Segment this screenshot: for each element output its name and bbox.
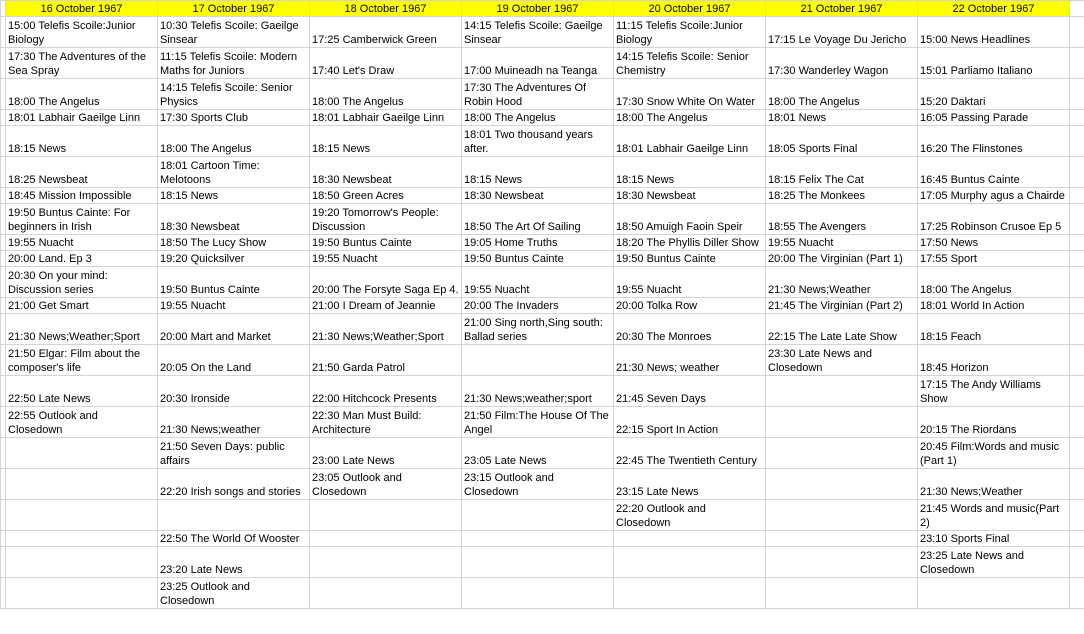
schedule-cell[interactable]: 20:00 The Forsyte Saga Ep 4. (310, 267, 462, 298)
schedule-cell[interactable]: 18:01 Labhair Gaeilge Linn (310, 110, 462, 126)
schedule-cell[interactable] (462, 345, 614, 376)
schedule-cell[interactable]: 18:15 Felix The Cat (766, 157, 918, 188)
schedule-cell[interactable]: 17:30 The Adventures of the Sea Spray (6, 48, 158, 79)
schedule-cell[interactable]: 18:00 The Angelus (918, 267, 1070, 298)
schedule-cell[interactable]: 18:25 The Monkees (766, 188, 918, 204)
schedule-cell[interactable]: 21:50 Film:The House Of The Angel (462, 407, 614, 438)
schedule-cell[interactable]: 20:45 Film:Words and music (Part 1) (918, 438, 1070, 469)
schedule-cell[interactable]: 18:15 News (310, 126, 462, 157)
day-header[interactable]: 17 October 1967 (158, 1, 310, 17)
schedule-cell[interactable] (6, 531, 158, 547)
empty-cell[interactable] (1070, 578, 1084, 609)
schedule-cell[interactable]: 18:30 Newsbeat (462, 188, 614, 204)
schedule-row (1, 204, 1084, 235)
schedule-cell[interactable]: 18:00 The Angelus (462, 110, 614, 126)
schedule-row (1, 110, 1084, 126)
empty-cell[interactable] (1070, 1, 1084, 17)
empty-cell[interactable] (1070, 157, 1084, 188)
schedule-cell[interactable]: 17:30 Wanderley Wagon (766, 48, 918, 79)
schedule-cell[interactable]: 17:30 The Adventures Of Robin Hood (462, 79, 614, 110)
schedule-cell[interactable]: 15:01 Parliamo Italiano (918, 48, 1070, 79)
schedule-cell[interactable]: 16:20 The Flinstones (918, 126, 1070, 157)
empty-cell[interactable] (1070, 345, 1084, 376)
empty-cell[interactable] (1070, 298, 1084, 314)
schedule-cell[interactable]: 22:15 Sport In Action (614, 407, 766, 438)
schedule-cell[interactable]: 18:15 News (6, 126, 158, 157)
schedule-row (1, 407, 1084, 438)
schedule-cell[interactable] (614, 547, 766, 578)
schedule-cell[interactable] (766, 547, 918, 578)
schedule-cell[interactable]: 18:55 The Avengers (766, 204, 918, 235)
schedule-cell[interactable]: 17:55 Sport (918, 251, 1070, 267)
day-header[interactable]: 20 October 1967 (614, 1, 766, 17)
schedule-cell[interactable]: 21:30 News;weather (158, 407, 310, 438)
day-header[interactable]: 22 October 1967 (918, 1, 1070, 17)
schedule-cell[interactable]: 21:00 I Dream of Jeannie (310, 298, 462, 314)
schedule-cell[interactable]: 19:20 Quicksilver (158, 251, 310, 267)
schedule-cell[interactable]: 23:10 Sports Final (918, 531, 1070, 547)
schedule-cell[interactable]: 22:20 Outlook and Closedown (614, 500, 766, 531)
schedule-cell[interactable]: 18:20 The Phyllis Diller Show (614, 235, 766, 251)
schedule-cell[interactable]: 23:25 Late News and Closedown (918, 547, 1070, 578)
schedule-cell[interactable]: 17:25 Camberwick Green (310, 17, 462, 48)
schedule-cell[interactable]: 22:55 Outlook and Closedown (6, 407, 158, 438)
schedule-cell[interactable] (766, 500, 918, 531)
schedule-cell[interactable] (6, 578, 158, 609)
schedule-cell[interactable] (766, 376, 918, 407)
schedule-row (1, 438, 1084, 469)
schedule-cell[interactable]: 21:45 Seven Days (614, 376, 766, 407)
schedule-row (1, 314, 1084, 345)
schedule-cell[interactable]: 18:15 News (158, 188, 310, 204)
schedule-row (1, 157, 1084, 188)
schedule-cell[interactable]: 20:00 The Virginian (Part 1) (766, 251, 918, 267)
schedule-cell[interactable] (918, 578, 1070, 609)
schedule-cell[interactable]: 14:15 Telefis Scoile: Gaeilge Sinsear (462, 17, 614, 48)
empty-cell[interactable] (1070, 188, 1084, 204)
day-header[interactable]: 21 October 1967 (766, 1, 918, 17)
schedule-cell[interactable] (462, 547, 614, 578)
schedule-cell[interactable]: 20:15 The Riordans (918, 407, 1070, 438)
schedule-cell[interactable]: 17:30 Sports Club (158, 110, 310, 126)
schedule-cell[interactable]: 21:50 Seven Days: public affairs (158, 438, 310, 469)
schedule-cell[interactable]: 19:55 Nuacht (310, 251, 462, 267)
schedule-cell[interactable]: 19:50 Buntus Cainte (158, 267, 310, 298)
schedule-row (1, 79, 1084, 110)
empty-cell[interactable] (1070, 531, 1084, 547)
empty-cell[interactable] (1070, 79, 1084, 110)
schedule-cell[interactable]: 22:00 Hitchcock Presents (310, 376, 462, 407)
schedule-cell[interactable] (614, 578, 766, 609)
schedule-row (1, 547, 1084, 578)
schedule-cell[interactable] (310, 500, 462, 531)
schedule-cell[interactable]: 16:05 Passing Parade (918, 110, 1070, 126)
schedule-cell[interactable]: 21:30 News;Weather;Sport (310, 314, 462, 345)
empty-cell[interactable] (1070, 126, 1084, 157)
empty-cell[interactable] (1070, 267, 1084, 298)
schedule-cell[interactable] (614, 531, 766, 547)
day-header[interactable]: 19 October 1967 (462, 1, 614, 17)
schedule-cell[interactable]: 23:05 Late News (462, 438, 614, 469)
schedule-cell[interactable]: 14:15 Telefis Scoile: Senior Physics (158, 79, 310, 110)
schedule-cell[interactable]: 17:25 Robinson Crusoe Ep 5 (918, 204, 1070, 235)
schedule-cell[interactable]: 19:55 Nuacht (158, 298, 310, 314)
schedule-cell[interactable]: 18:01 World In Action (918, 298, 1070, 314)
schedule-cell[interactable]: 19:55 Nuacht (614, 267, 766, 298)
empty-cell[interactable] (1070, 376, 1084, 407)
schedule-cell[interactable]: 18:45 Mission Impossible (6, 188, 158, 204)
schedule-cell[interactable]: 20:00 Land. Ep 3 (6, 251, 158, 267)
schedule-cell[interactable]: 18:05 Sports Final (766, 126, 918, 157)
schedule-row (1, 126, 1084, 157)
schedule-cell[interactable]: 18:00 The Angelus (158, 126, 310, 157)
empty-cell[interactable] (1070, 469, 1084, 500)
schedule-cell[interactable]: 23:20 Late News (158, 547, 310, 578)
schedule-cell[interactable] (310, 578, 462, 609)
empty-cell[interactable] (1070, 235, 1084, 251)
schedule-cell[interactable]: 11:15 Telefis Scoile: Modern Maths for Juniors (158, 48, 310, 79)
schedule-cell[interactable]: 18:00 The Angelus (614, 110, 766, 126)
schedule-row (1, 48, 1084, 79)
schedule-row (1, 235, 1084, 251)
day-header[interactable]: 16 October 1967 (6, 1, 158, 17)
schedule-cell[interactable] (766, 469, 918, 500)
schedule-cell[interactable]: 20:30 Ironside (158, 376, 310, 407)
schedule-cell[interactable]: 17:05 Murphy agus a Chairde (918, 188, 1070, 204)
schedule-cell[interactable]: 22:50 Late News (6, 376, 158, 407)
schedule-cell[interactable]: 18:00 The Angelus (766, 79, 918, 110)
schedule-cell[interactable]: 18:01 Two thousand years after. (462, 126, 614, 157)
schedule-cell[interactable]: 18:01 News (766, 110, 918, 126)
schedule-cell[interactable]: 17:15 The Andy Williams Show (918, 376, 1070, 407)
schedule-cell[interactable]: 18:15 News (462, 157, 614, 188)
schedule-cell[interactable] (6, 547, 158, 578)
schedule-cell[interactable]: 18:15 News (614, 157, 766, 188)
schedule-cell[interactable]: 23:05 Outlook and Closedown (310, 469, 462, 500)
schedule-cell[interactable]: 21:45 Words and music(Part 2) (918, 500, 1070, 531)
empty-cell[interactable] (1070, 438, 1084, 469)
schedule-cell[interactable]: 19:50 Buntus Cainte (310, 235, 462, 251)
schedule-cell[interactable]: 22:30 Man Must Build: Architecture (310, 407, 462, 438)
day-header[interactable]: 18 October 1967 (310, 1, 462, 17)
schedule-cell[interactable]: 21:50 Garda Patrol (310, 345, 462, 376)
schedule-cell[interactable]: 21:00 Get Smart (6, 298, 158, 314)
schedule-row (1, 251, 1084, 267)
schedule-cell[interactable] (6, 438, 158, 469)
schedule-cell[interactable]: 17:15 Le Voyage Du Jericho (766, 17, 918, 48)
schedule-cell[interactable] (6, 469, 158, 500)
schedule-cell[interactable]: 19:50 Buntus Cainte: For beginners in Irish (6, 204, 158, 235)
schedule-cell[interactable]: 21:30 News;Weather;Sport (6, 314, 158, 345)
empty-cell[interactable] (1070, 48, 1084, 79)
schedule-cell[interactable]: 18:30 Newsbeat (310, 157, 462, 188)
schedule-row (1, 578, 1084, 609)
schedule-cell[interactable]: 19:20 Tomorrow's People: Discussion (310, 204, 462, 235)
schedule-cell[interactable] (766, 438, 918, 469)
schedule-cell[interactable]: 18:01 Cartoon Time: Melotoons (158, 157, 310, 188)
schedule-row (1, 298, 1084, 314)
schedule-cell[interactable]: 18:45 Horizon (918, 345, 1070, 376)
schedule-row (1, 267, 1084, 298)
empty-cell[interactable] (1070, 500, 1084, 531)
schedule-cell[interactable]: 23:15 Late News (614, 469, 766, 500)
schedule-cell[interactable]: 22:45 The Twentieth Century (614, 438, 766, 469)
schedule-cell[interactable]: 18:50 The Art Of Sailing (462, 204, 614, 235)
empty-cell[interactable] (1070, 407, 1084, 438)
schedule-cell[interactable]: 18:00 The Angelus (310, 79, 462, 110)
schedule-row (1, 531, 1084, 547)
schedule-cell[interactable]: 19:05 Home Truths (462, 235, 614, 251)
schedule-cell[interactable]: 20:00 Tolka Row (614, 298, 766, 314)
schedule-cell[interactable]: 22:15 The Late Late Show (766, 314, 918, 345)
schedule-cell[interactable]: 15:00 News Headlines (918, 17, 1070, 48)
schedule-row (1, 376, 1084, 407)
schedule-cell[interactable]: 15:00 Telefis Scoile:Junior Biology (6, 17, 158, 48)
schedule-cell[interactable] (462, 500, 614, 531)
schedule-cell[interactable]: 18:30 Newsbeat (614, 188, 766, 204)
schedule-cell[interactable]: 20:00 Mart and Market (158, 314, 310, 345)
schedule-cell[interactable]: 17:00 Muineadh na Teanga (462, 48, 614, 79)
schedule-cell[interactable]: 21:45 The Virginian (Part 2) (766, 298, 918, 314)
empty-cell[interactable] (1070, 547, 1084, 578)
empty-cell[interactable] (1070, 251, 1084, 267)
schedule-cell[interactable] (766, 578, 918, 609)
schedule-cell[interactable]: 19:50 Buntus Cainte (462, 251, 614, 267)
empty-cell[interactable] (1070, 110, 1084, 126)
schedule-cell[interactable]: 19:50 Buntus Cainte (614, 251, 766, 267)
schedule-cell[interactable]: 17:40 Let's Draw (310, 48, 462, 79)
schedule-cell[interactable]: 21:30 News;Weather (766, 267, 918, 298)
schedule-cell[interactable]: 21:30 News; weather (614, 345, 766, 376)
schedule-cell[interactable] (766, 407, 918, 438)
schedule-cell[interactable]: 15:20 Daktari (918, 79, 1070, 110)
schedule-cell[interactable]: 23:00 Late News (310, 438, 462, 469)
schedule-cell[interactable]: 18:15 Feach (918, 314, 1070, 345)
schedule-cell[interactable] (6, 500, 158, 531)
schedule-cell[interactable]: 18:50 The Lucy Show (158, 235, 310, 251)
schedule-cell[interactable]: 23:25 Outlook and Closedown (158, 578, 310, 609)
schedule-cell[interactable]: 23:30 Late News and Closedown (766, 345, 918, 376)
schedule-cell[interactable]: 11:15 Telefis Scoile:Junior Biology (614, 17, 766, 48)
schedule-cell[interactable]: 20:00 The Invaders (462, 298, 614, 314)
schedule-cell[interactable]: 18:50 Green Acres (310, 188, 462, 204)
schedule-cell[interactable] (310, 547, 462, 578)
schedule-cell[interactable]: 10:30 Telefis Scoile: Gaeilge Sinsear (158, 17, 310, 48)
schedule-cell[interactable]: 20:30 The Monroes (614, 314, 766, 345)
schedule-cell[interactable]: 21:00 Sing north,Sing south: Ballad series (462, 314, 614, 345)
schedule-cell[interactable]: 21:30 News;weather;sport (462, 376, 614, 407)
schedule-cell[interactable]: 16:45 Buntus Cainte (918, 157, 1070, 188)
schedule-row (1, 345, 1084, 376)
schedule-cell[interactable]: 22:20 Irish songs and stories (158, 469, 310, 500)
empty-cell[interactable] (1070, 314, 1084, 345)
schedule-cell[interactable]: 18:30 Newsbeat (158, 204, 310, 235)
schedule-cell[interactable]: 20:30 On your mind: Discussion series (6, 267, 158, 298)
schedule-cell[interactable] (766, 531, 918, 547)
schedule-cell[interactable] (310, 531, 462, 547)
schedule-cell[interactable]: 21:50 Elgar: Film about the composer's life (6, 345, 158, 376)
schedule-cell[interactable]: 19:55 Nuacht (462, 267, 614, 298)
schedule-row (1, 469, 1084, 500)
schedule-cell[interactable]: 17:50 News (918, 235, 1070, 251)
empty-cell[interactable] (1070, 17, 1084, 48)
schedule-cell[interactable] (462, 578, 614, 609)
schedule-cell[interactable]: 19:55 Nuacht (6, 235, 158, 251)
schedule-cell[interactable]: 17:30 Snow White On Water (614, 79, 766, 110)
schedule-row (1, 500, 1084, 531)
schedule-cell[interactable]: 18:01 Labhair Gaeilge Linn (614, 126, 766, 157)
header-row (1, 1, 1084, 17)
schedule-cell[interactable]: 18:25 Newsbeat (6, 157, 158, 188)
schedule-cell[interactable]: 18:00 The Angelus (6, 79, 158, 110)
schedule-row (1, 188, 1084, 204)
schedule-cell[interactable]: 18:01 Labhair Gaeilge Linn (6, 110, 158, 126)
schedule-cell[interactable] (462, 531, 614, 547)
empty-cell[interactable] (1070, 204, 1084, 235)
schedule-cell[interactable] (158, 500, 310, 531)
schedule-cell[interactable]: 19:55 Nuacht (766, 235, 918, 251)
schedule-cell[interactable]: 22:50 The World Of Wooster (158, 531, 310, 547)
schedule-cell[interactable]: 14:15 Telefis Scoile: Senior Chemistry (614, 48, 766, 79)
schedule-cell[interactable]: 20:05 On the Land (158, 345, 310, 376)
schedule-row (1, 17, 1084, 48)
schedule-cell[interactable]: 18:50 Amuigh Faoin Speir (614, 204, 766, 235)
schedule-cell[interactable]: 23:15 Outlook and Closedown (462, 469, 614, 500)
schedule-cell[interactable]: 21:30 News;Weather (918, 469, 1070, 500)
